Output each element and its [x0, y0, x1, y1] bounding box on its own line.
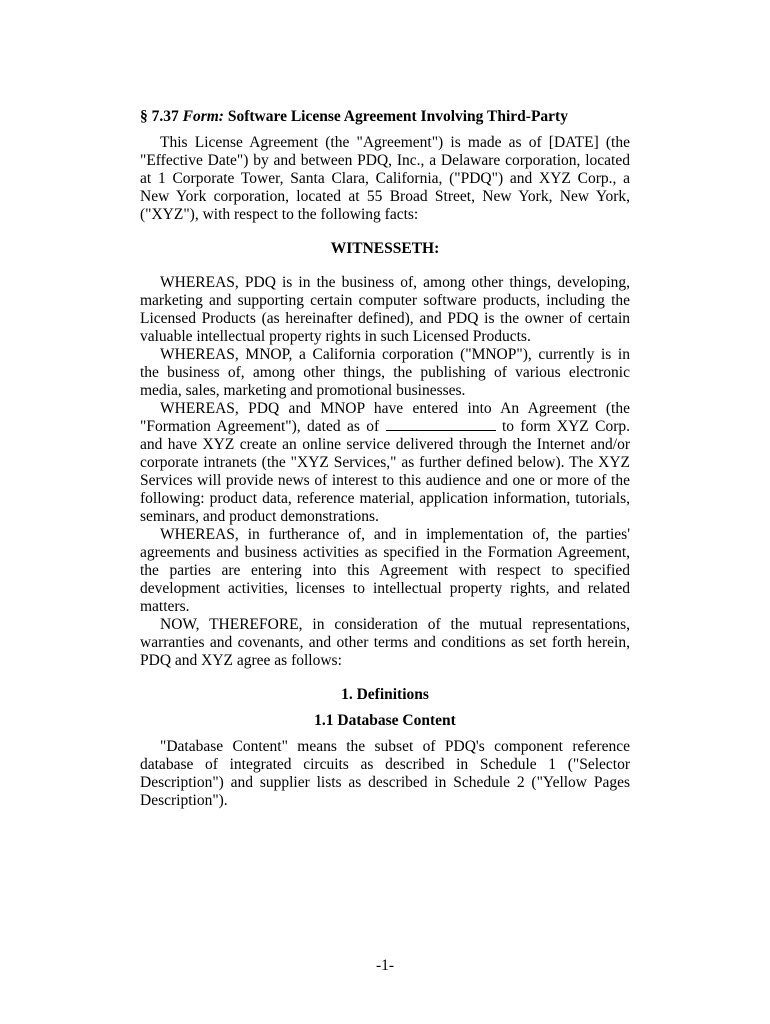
whereas-paragraph-2: WHEREAS, MNOP, a California corporation ("MNOP"), currently is in the business of, among other things, the publishing of various electronic media, sales, marketing and promotional businesses. — [140, 346, 630, 399]
document-heading — [140, 108, 630, 126]
intro-paragraph: This License Agreement (the "Agreement") is made as of [DATE] (the "Effective Date") by and between PDQ, Inc., a Delaware corporation, located at 1 Corporate Tower, Santa Clara, California, ("PDQ") and XYZ Corp., a New York corporation, located at 55 Broad Street, New York, New York, ("XYZ"), with respect to the following facts: — [140, 134, 630, 223]
database-content-paragraph: "Database Content" means the subset of PDQ's component reference database of integrated circuits as described in Schedule 1 ("Selector Description") and supplier lists as described in Schedule 2 ("Yellow Pages Description"). — [140, 738, 630, 809]
whereas-3-lead: WHEREAS, PDQ and MNOP have entered into An Agreement (the "Formation Agreement"), dated as of — [140, 400, 630, 435]
whereas-paragraph-1: WHEREAS, PDQ is in the business of, among other things, developing, marketing and supporting certain computer software products, including the Licensed Products (as hereinafter defined), and PDQ is the owner of certain valuable intellectual property rights in such Licensed Products. — [140, 274, 630, 345]
witnesseth-heading: WITNESSETH: — [330, 240, 440, 257]
page-number: -1- — [375, 957, 395, 974]
section-number: § 7.37 — [140, 108, 179, 125]
document-page — [140, 108, 630, 810]
form-label: Form: — [182, 108, 224, 125]
whereas-paragraph-3 — [140, 400, 630, 526]
agreement-title: Software License Agreement Involving Third-Party — [227, 108, 568, 125]
now-therefore-paragraph: NOW, THEREFORE, in consideration of the mutual representations, warranties and covenants, and other terms and conditions as set forth herein, PDQ and XYZ agree as follows: — [140, 616, 630, 669]
database-content-heading: 1.1 Database Content — [314, 712, 456, 729]
date-blank-line — [386, 418, 496, 431]
whereas-paragraph-4: WHEREAS, in furtherance of, and in implementation of, the parties' agreements and business activities as specified in the Formation Agreement, the parties are entering into this Agreement with respect to specified development activities, licenses to intellectual property rights, and related matters. — [140, 526, 630, 615]
definitions-heading: 1. Definitions — [341, 686, 429, 703]
whereas-3-rest: to form XYZ Corp. and have XYZ create an online service delivered through the Internet and/or corporate intranets (the "XYZ Services," as further defined below). The XYZ Services will provide news of interest to this audience and one or more of the following: product data, reference material, application information, tutorials, seminars, and product demonstrations. — [140, 418, 631, 525]
